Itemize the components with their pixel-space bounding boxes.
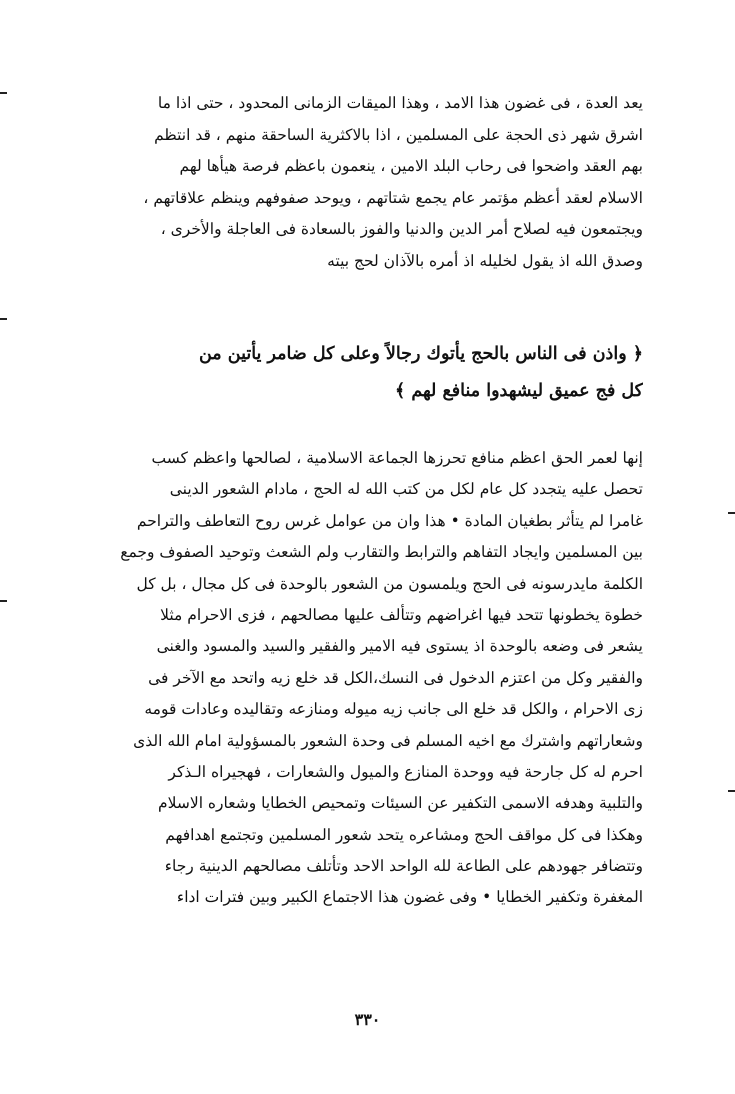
text-line: ويجتمعون فيه لصلاح أمر الدين والدنيا والفوز بالسعادة فى العاجلة والأخرى ، xyxy=(160,220,643,238)
text-line: وتتضافر جهودهم على الطاعة لله الواحد الاحد وتأتلف مصالحهم الدينية رجاء xyxy=(164,857,643,876)
text-line: الاسلام لعقد أعظم مؤتمر عام يجمع شتاتهم ، ويوحد صفوفهم وينظم علاقاتهم ، xyxy=(143,188,643,207)
text-line: خطوة يخطونها تتحد فيها اغراضهم وتتألف عليها مصالحهم ، فزى الاحرام مثلا xyxy=(160,605,643,624)
page-number: ٣٣٠ xyxy=(354,1010,381,1029)
text-line: احرم له كل جارحة فيه ووحدة المنازع والميول والشعارات ، فهجيراه الـذكر xyxy=(168,762,643,781)
margin-mark xyxy=(0,318,7,320)
text-line: يشعر فى وضعه بالوحدة اذ يستوى فيه الامير والفقير والسيد والمسود والغنى xyxy=(156,637,643,656)
text-line: غامرا لم يتأثر بطغيان المادة • هذا وان من عوامل غرس روح التعاطف والتراحم xyxy=(136,511,643,530)
text-line: اشرق شهر ذى الحجة على المسلمين ، اذا بالاكثرية الساحقة منهم ، قد انتظم xyxy=(154,125,643,144)
text-line: والفقير وكل من اعتزم الدخول فى النسك،الكل قد خلع زيه واتحد مع الآخر فى xyxy=(148,668,643,687)
paragraph-body xyxy=(83,443,643,914)
text-line: بهم العقد واضحوا فى رحاب البلد الامين ، ينعمون باعظم فرصة هيأها لهم xyxy=(179,157,643,175)
text-line: زى الاحرام ، والكل قد خلع الى جانب زيه ميوله ومنازعه وتقاليده وعادات قومه xyxy=(144,700,643,719)
text-line: والتلبية وهدفه الاسمى التكفير عن السيئات وتمحيص الخطايا وشعاره الاسلام xyxy=(158,794,643,813)
quranic-verse xyxy=(83,336,643,410)
text-line: يعد العدة ، فى غضون هذا الامد ، وهذا الميقات الزمانى المحدود ، حتى اذا ما xyxy=(157,94,643,112)
paragraph-intro xyxy=(103,88,643,277)
margin-mark xyxy=(0,92,7,94)
text-line: وصدق الله اذ يقول لخليله اذ أمره بالآذان لحج بيته xyxy=(327,251,643,270)
verse-line: ﴿ واذن فى الناس بالحج يأتوك رجالاً وعلى كل ضامر يأتين من xyxy=(198,344,643,364)
margin-mark xyxy=(0,600,7,602)
text-line: الكلمة مايدرسونه فى الحج ويلمسون من الشعور بالوحدة فى كل مجال ، بل كل xyxy=(136,574,643,593)
verse-line: كل فج عميق ليشهدوا منافع لهم ﴾ xyxy=(395,381,643,401)
text-line: وشعاراتهم واشترك مع اخيه المسلم فى وحدة الشعور بالمسؤولية امام الله الذى xyxy=(133,731,643,750)
text-line: تحصل عليه يتجدد كل عام لكل من كتب الله له الحج ، مادام الشعور الدينى xyxy=(169,480,643,499)
text-line: وهكذا فى كل مواقف الحج ومشاعره يتحد شعور المسلمين وتجتمع اهدافهم xyxy=(165,825,643,844)
text-line: إنها لعمر الحق اعظم منافع تحرزها الجماعة الاسلامية ، لصالحها واعظم كسب xyxy=(151,449,643,467)
margin-mark xyxy=(728,790,735,792)
margin-mark xyxy=(728,512,735,514)
text-line: بين المسلمين وايجاد التفاهم والترابط والتقارب ولم الشعث وتوحيد الصفوف وجمع xyxy=(120,543,643,562)
text-line: المغفرة وتكفير الخطايا • وفى غضون هذا الاجتماع الكبير وبين فترات اداء xyxy=(176,888,643,907)
